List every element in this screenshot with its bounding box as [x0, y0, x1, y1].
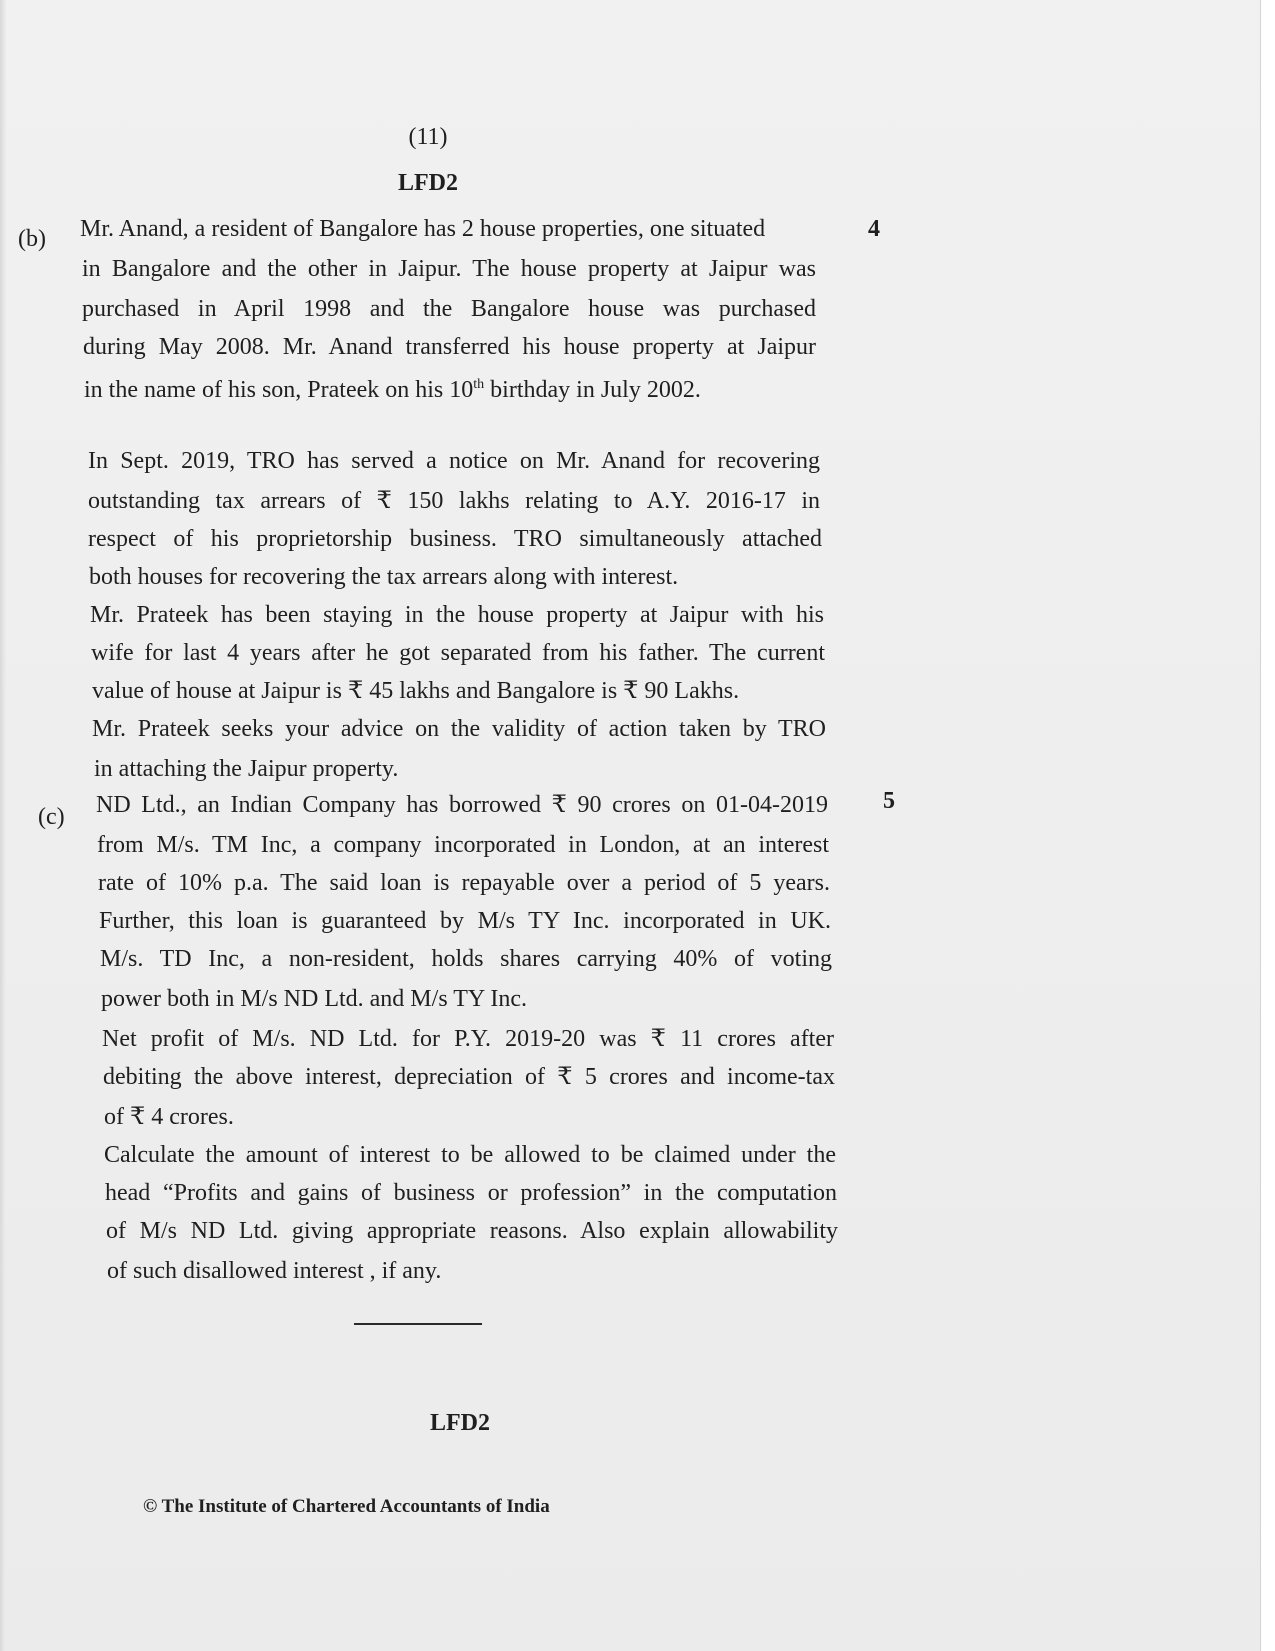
question-b-line: In Sept. 2019, TRO has served a notice on Mr. Anand for recovering: [88, 448, 820, 474]
end-rule: [354, 1323, 482, 1325]
question-b-line: in Bangalore and the other in Jaipur. The house property at Jaipur was: [82, 256, 816, 282]
question-b-line: Mr. Anand, a resident of Bangalore has 2 house properties, one situated: [80, 216, 766, 242]
page-left-edge: [0, 0, 6, 1651]
question-c-label: (c): [38, 804, 65, 830]
question-b-line: Mr. Prateek seeks your advice on the validity of action taken by TRO: [92, 716, 826, 742]
question-c-line: of such disallowed interest , if any.: [107, 1258, 442, 1284]
question-c-line: power both in M/s ND Ltd. and M/s TY Inc.: [101, 986, 527, 1012]
question-c-line: ND Ltd., an Indian Company has borrowed ₹ 90 crores on 01-04-2019: [96, 792, 828, 818]
question-b-label: (b): [18, 226, 46, 252]
question-c-line: Further, this loan is guaranteed by M/s TY Inc. incorporated in UK.: [99, 908, 831, 934]
question-c-line: of M/s ND Ltd. giving appropriate reasons. Also explain allowability: [106, 1218, 838, 1244]
question-b-line: wife for last 4 years after he got separated from his father. The current: [91, 640, 825, 666]
question-c-line: head “Profits and gains of business or profession” in the computation: [105, 1180, 837, 1206]
question-c-line: from M/s. TM Inc, a company incorporated in London, at an interest: [97, 832, 829, 858]
question-b-line: Mr. Prateek has been staying in the house property at Jaipur with his: [90, 602, 824, 628]
question-b-line: both houses for recovering the tax arrears along with interest.: [89, 564, 679, 590]
question-c-marks: 5: [883, 788, 895, 814]
copyright-notice: © The Institute of Chartered Accountants of India: [143, 1496, 550, 1517]
question-c-line: rate of 10% p.a. The said loan is repayable over a period of 5 years.: [98, 870, 830, 896]
page-number: (11): [408, 124, 448, 150]
question-b-line: in attaching the Jaipur property.: [94, 756, 399, 782]
question-c-line: Net profit of M/s. ND Ltd. for P.Y. 2019-20 was ₹ 11 crores after: [102, 1026, 834, 1052]
question-c-line: of ₹ 4 crores.: [104, 1104, 234, 1130]
question-b-line: purchased in April 1998 and the Bangalore house was purchased: [82, 296, 816, 322]
paper-code-top: LFD2: [398, 170, 458, 196]
question-b-line: during May 2008. Mr. Anand transferred his house property at Jaipur: [83, 334, 816, 360]
question-b-line: value of house at Jaipur is ₹ 45 lakhs and Bangalore is ₹ 90 Lakhs.: [92, 678, 740, 704]
question-b-line: outstanding tax arrears of ₹ 150 lakhs relating to A.Y. 2016-17 in: [88, 488, 820, 514]
question-c-line: Calculate the amount of interest to be allowed to be claimed under the: [104, 1142, 836, 1168]
question-c-line: M/s. TD Inc, a non-resident, holds shares carrying 40% of voting: [100, 946, 832, 972]
page-right-edge: [1260, 0, 1275, 1651]
question-b-line: in the name of his son, Prateek on his 10th birthday in July 2002.: [84, 377, 701, 403]
question-b-marks: 4: [868, 216, 880, 242]
paper-code-bottom: LFD2: [430, 1410, 490, 1436]
question-b-line: respect of his proprietorship business. TRO simultaneously attached: [88, 526, 822, 552]
question-c-line: debiting the above interest, depreciation of ₹ 5 crores and income-tax: [103, 1064, 835, 1090]
